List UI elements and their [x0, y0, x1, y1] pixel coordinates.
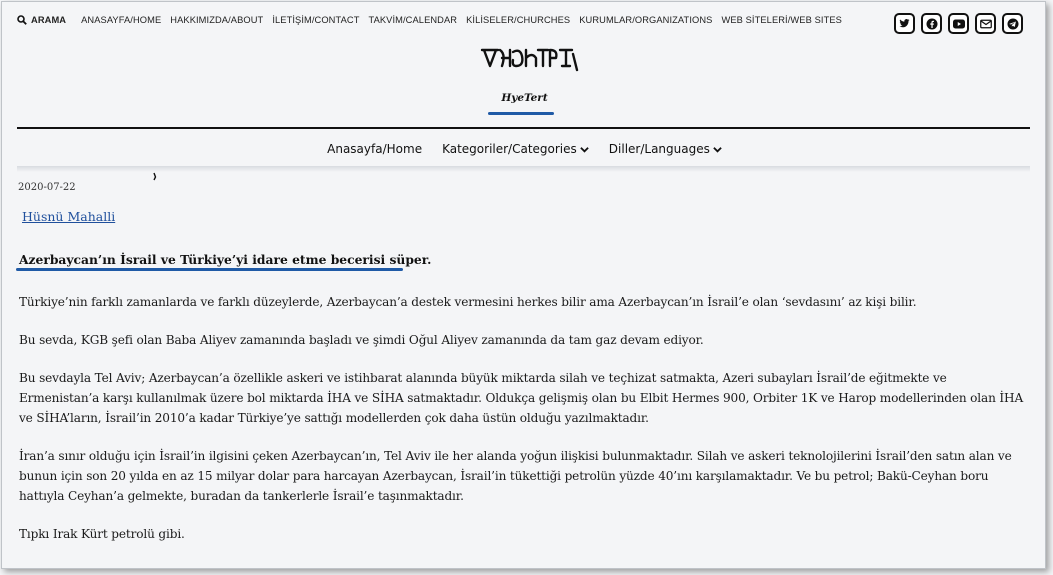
header-divider	[17, 127, 1030, 129]
youtube-icon	[953, 19, 965, 29]
social-links	[894, 13, 1023, 34]
post-paragraph: Bu sevdayla Tel Aviv; Azerbaycan’a özellikle askeri ve istihbarat alanında büyük miktarda silah ve teçhizat satmakta, Azeri subayları İsrail’de eğitmekte ve Ermenistan’a karşı kullanılmak üzere bol miktarda İHA ve SİHA satmaktadır. Oldukça gelişmiş olan bu Elbit Hermes 900, Orbiter 1K ve Harop modellerinden olan İHA ve SİHA’ların, İsrail’in 2010’a kadar Türkiye’ye sattığı modellerden çok daha üstün olduğu yazılmaktadır.	[19, 371, 1024, 425]
post-date: 2020-07-22	[18, 182, 76, 193]
nav-link-about[interactable]: HAKKIMIZDA/ABOUT	[170, 15, 264, 25]
main-navigation	[2, 142, 1046, 156]
site-tagline[interactable]: HyeTert	[501, 92, 548, 104]
nav-link-churches[interactable]: KİLİSELER/CHURCHES	[466, 15, 571, 25]
telegram-icon	[1007, 18, 1019, 30]
page-frame	[1, 1, 1046, 569]
tick-mark-icon	[152, 172, 157, 181]
twitter-button[interactable]	[894, 13, 915, 34]
post-paragraph: Tıpkı Irak Kürt petrolü gibi.	[19, 527, 185, 541]
nav-link-home[interactable]: ANASAYFA/HOME	[81, 15, 162, 25]
youtube-button[interactable]	[948, 13, 969, 34]
site-logo[interactable]	[480, 40, 580, 80]
mail-button[interactable]	[975, 13, 996, 34]
nav-link-contact[interactable]: İLETİŞİM/CONTACT	[272, 15, 360, 25]
chevron-down-icon	[713, 146, 722, 153]
mail-icon	[980, 19, 992, 29]
nav-link-calendar[interactable]: TAKVİM/CALENDAR	[368, 15, 458, 25]
menu-home-label: Anasayfa/Home	[327, 142, 423, 156]
post-author-link[interactable]: Hüsnü Mahalli	[22, 209, 116, 224]
search-icon	[17, 15, 27, 25]
chevron-down-icon	[580, 146, 589, 153]
menu-categories-label: Kategoriler/Categories	[442, 142, 577, 156]
facebook-button[interactable]	[921, 13, 942, 34]
telegram-button[interactable]	[1002, 13, 1023, 34]
site-logo-graphic	[480, 40, 580, 80]
search-button[interactable]	[17, 15, 66, 25]
post-paragraph: İran’a sınır olduğu için İsrail’in ilgisini çeken Azerbaycan’ın, Tel Aviv ile her alanda yoğun ilişkisi bulunmaktadır. Silah ve askeri teknolojilerini İsrail’den satın alan ve bunun için son 20 yılda en az 15 milyar dolar para harcayan Azerbaycan, İsrail’in tükettiği petrolün yüzde 40’ını karşılamaktadır. Ve bu petrol; Bakü-Ceyhan boru hattıyla Ceyhan’a gelmekte, buradan da tankerlerle İsrail’e taşınmaktadır.	[19, 449, 1012, 503]
post-paragraph: Türkiye’nin farklı zamanlarda ve farklı düzeylerde, Azerbaycan’a destek vermesini herkes bilir ama Azerbaycan’ın İsrail’e olan ‘sevdasını’ az kişi bilir.	[19, 295, 917, 309]
menu-languages-label: Diller/Languages	[608, 142, 710, 156]
nav-link-organizations[interactable]: KURUMLAR/ORGANIZATIONS	[579, 15, 713, 25]
post-title: Azerbaycan’ın İsrail ve Türkiye’yi idare etme becerisi süper.	[19, 252, 432, 267]
post-body	[19, 292, 1029, 562]
twitter-icon	[899, 18, 910, 29]
post-paragraph: Bu sevda, KGB şefi olan Baba Aliyev zamanında başladı ve şimdi Oğul Aliyev zamanında da tam gaz devam ediyor.	[19, 333, 704, 347]
menu-categories[interactable]	[442, 142, 589, 156]
nav-shadow	[17, 166, 1030, 172]
search-label: ARAMA	[31, 15, 67, 25]
facebook-icon	[926, 18, 938, 30]
nav-link-web-sites[interactable]: WEB SİTELERİ/WEB SITES	[721, 15, 842, 25]
tagline-underline	[488, 112, 554, 115]
menu-languages[interactable]	[609, 142, 722, 156]
top-navigation	[17, 15, 842, 25]
title-underline	[16, 268, 403, 271]
menu-home[interactable]	[327, 142, 422, 156]
